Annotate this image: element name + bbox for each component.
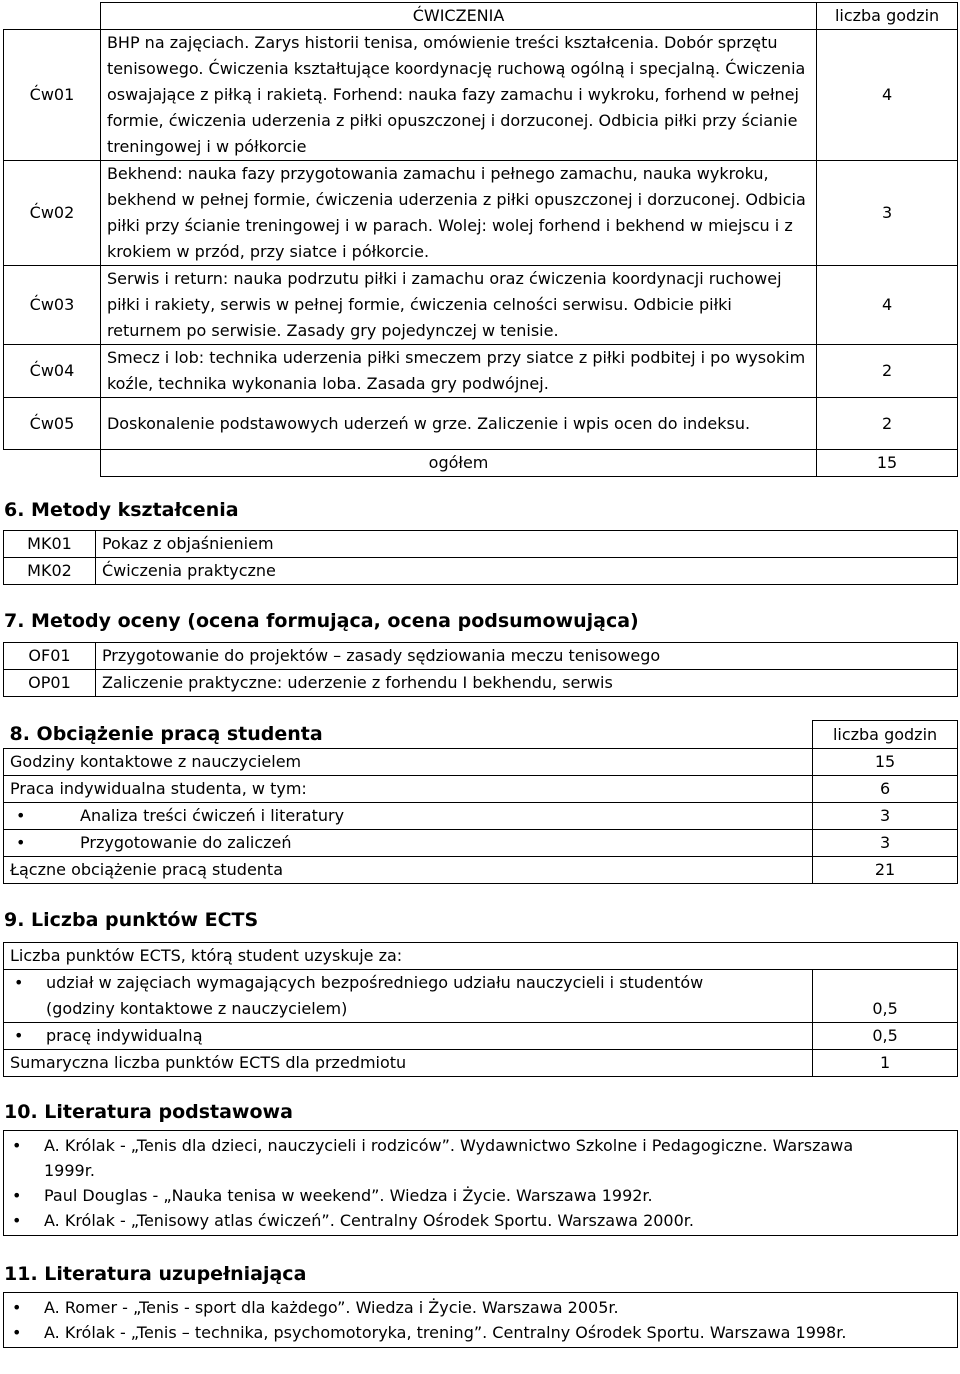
assessment-code: OF01 <box>4 643 96 670</box>
exercise-hours: 2 <box>817 398 958 450</box>
bullet-icon: • <box>14 973 24 992</box>
ects-heading: 9. Liczba punktów ECTS <box>4 909 259 931</box>
table-row <box>4 398 958 450</box>
table-row <box>4 345 958 398</box>
exercise-code: Ćw01 <box>4 30 101 161</box>
table-row <box>4 1023 958 1050</box>
bullet-icon: • <box>14 1026 24 1045</box>
exercise-hours: 4 <box>817 266 958 345</box>
exercises-total-row <box>4 450 958 477</box>
list-item: • A. Królak - „Tenis dla dzieci, nauczycieli i rodziców”. Wydawnictwo Szkolne i Pedagogiczne. Warszawa 1999r. <box>4 1133 957 1183</box>
exercise-code: Ćw04 <box>4 345 101 398</box>
bullet-icon: • <box>16 833 26 852</box>
workload-value: 6 <box>813 776 958 803</box>
literature-extra-box <box>3 1292 958 1348</box>
table-row <box>4 970 958 1023</box>
ects-item-label-cont: (godziny kontaktowe z nauczycielem) <box>46 999 348 1018</box>
table-row <box>4 830 958 857</box>
assessment-table <box>3 642 958 697</box>
exercise-content: BHP na zajęciach. Zarys historii tenisa, omówienie treści kształcenia. Dobór sprzętu tenisowego. Ćwiczenia kształtujące koordynację ruchową ogólną i specjalną. Ćwiczenia oswajające z piłką i rakietą. Forhend: nauka fazy zamachu i wykroku, forhend w pełnej formie, ćwiczenia uderzenia z piłki opuszczonej i dorzuconej. Odbicia piłki przy ścianie treningowej i w półkorcie <box>100 30 816 161</box>
table-row <box>4 558 958 585</box>
workload-table <box>3 720 958 884</box>
exercises-header-row <box>4 3 958 30</box>
exercise-content: Serwis i return: nauka podrzutu piłki i zamachu oraz ćwiczenia koordynacji ruchowej piłki i rakiety, serwis w pełnej formie, ćwiczenia celności serwisu. Odbicie piłki returnem po serwisie. Zasady gry pojedynczej w tenisie. <box>100 266 816 345</box>
ects-table <box>3 942 958 1077</box>
workload-heading: 8. Obciążenie pracą studenta <box>4 721 813 749</box>
workload-header-row <box>4 721 958 749</box>
literature-basic-heading: 10. Literatura podstawowa <box>4 1101 293 1123</box>
exercise-content: Bekhend: nauka fazy przygotowania zamachu i pełnego zamachu, nauka wykroku, bekhend w pełnej formie, ćwiczenia uderzenia z piłki opuszczonej i dorzuconej. Odbicia piłki przy ścianie treningowej i w parach. Wolej: wolej forhend i bekhend w miejscu i z krokiem w przód, przy siatce i półkorcie. <box>100 161 816 266</box>
exercises-total-hours: 15 <box>817 450 958 477</box>
table-row <box>4 776 958 803</box>
exercises-header-title: ĆWICZENIA <box>100 3 816 30</box>
table-row <box>4 161 958 266</box>
method-code: MK02 <box>4 558 96 585</box>
assessment-text: Przygotowanie do projektów – zasady sędziowania meczu tenisowego <box>95 643 957 670</box>
exercise-code: Ćw05 <box>4 398 101 450</box>
exercise-code: Ćw02 <box>4 161 101 266</box>
table-row <box>4 803 958 830</box>
ects-total-label: Sumaryczna liczba punktów ECTS dla przedmiotu <box>4 1050 813 1077</box>
workload-value: 21 <box>813 857 958 884</box>
exercises-total-label: ogółem <box>100 450 816 477</box>
methods-table <box>3 530 958 585</box>
table-row <box>4 266 958 345</box>
table-row <box>4 1050 958 1077</box>
table-row <box>4 943 958 970</box>
table-row <box>4 670 958 697</box>
ects-total-value: 1 <box>813 1050 958 1077</box>
method-text: Ćwiczenia praktyczne <box>95 558 957 585</box>
workload-value: 3 <box>813 830 958 857</box>
exercise-content: Smecz i lob: technika uderzenia piłki smeczem przy siatce z piłki podbitej i po wysokim koźle, technika wykonania loba. Zasada gry podwójnej. <box>100 345 816 398</box>
assessment-text: Zaliczenie praktyczne: uderzenie z forhendu I bekhendu, serwis <box>95 670 957 697</box>
methods-heading: 6. Metody kształcenia <box>4 499 239 521</box>
workload-label: Łączne obciążenie pracą studenta <box>4 857 813 884</box>
exercises-table <box>3 2 958 477</box>
literature-basic-box <box>3 1130 958 1236</box>
exercise-content: Doskonalenie podstawowych uderzeń w grze. Zaliczenie i wpis ocen do indeksu. <box>100 398 816 450</box>
exercises-header-hours: liczba godzin <box>817 3 958 30</box>
exercise-hours: 3 <box>817 161 958 266</box>
ects-item-label: pracę indywidualną <box>46 1026 203 1045</box>
exercise-hours: 4 <box>817 30 958 161</box>
ects-item-value: 0,5 <box>813 1023 958 1050</box>
assessment-code: OP01 <box>4 670 96 697</box>
table-row <box>4 857 958 884</box>
workload-value: 15 <box>813 749 958 776</box>
method-text: Pokaz z objaśnieniem <box>95 531 957 558</box>
ects-item-value: 0,5 <box>813 970 958 1023</box>
table-row <box>4 749 958 776</box>
list-item: • A. Królak - „Tenisowy atlas ćwiczeń”. Centralny Ośrodek Sportu. Warszawa 2000r. <box>4 1208 957 1233</box>
method-code: MK01 <box>4 531 96 558</box>
workload-value: 3 <box>813 803 958 830</box>
exercise-hours: 2 <box>817 345 958 398</box>
table-row <box>4 531 958 558</box>
workload-hours-header: liczba godzin <box>813 721 958 749</box>
list-item: • Paul Douglas - „Nauka tenisa w weekend”. Wiedza i Życie. Warszawa 1992r. <box>4 1183 957 1208</box>
bullet-icon: • <box>16 806 26 825</box>
workload-label: Godziny kontaktowe z nauczycielem <box>4 749 813 776</box>
assessment-heading: 7. Metody oceny (ocena formująca, ocena podsumowująca) <box>4 610 639 632</box>
workload-label: Praca indywidualna studenta, w tym: <box>4 776 813 803</box>
list-item: • A. Królak - „Tenis – technika, psychomotoryka, trening”. Centralny Ośrodek Sportu. Warszawa 1998r. <box>4 1320 957 1345</box>
exercise-code: Ćw03 <box>4 266 101 345</box>
ects-item-label: udział w zajęciach wymagających bezpośredniego udziału nauczycieli i studentów <box>46 973 704 992</box>
ects-intro: Liczba punktów ECTS, którą student uzyskuje za: <box>4 943 958 970</box>
workload-label: Analiza treści ćwiczeń i literatury <box>80 806 345 825</box>
table-row <box>4 643 958 670</box>
list-item: • A. Romer - „Tenis - sport dla każdego”. Wiedza i Życie. Warszawa 2005r. <box>4 1295 957 1320</box>
table-row <box>4 30 958 161</box>
workload-label: Przygotowanie do zaliczeń <box>80 833 292 852</box>
literature-extra-heading: 11. Literatura uzupełniająca <box>4 1263 307 1285</box>
